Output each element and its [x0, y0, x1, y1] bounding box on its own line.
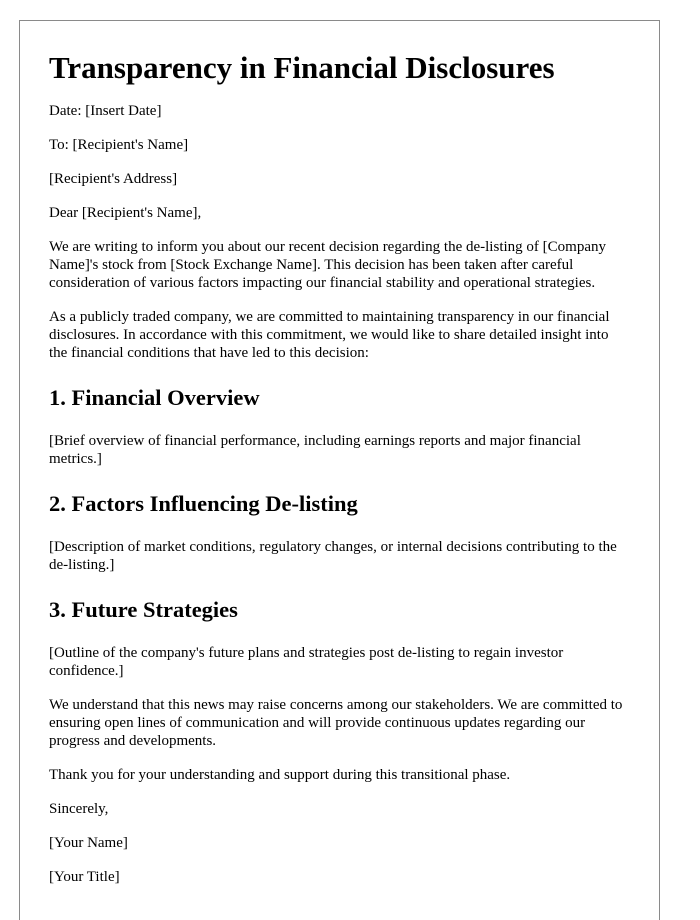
signer-title: [Your Title]	[49, 869, 120, 885]
recipient-name-line: To: [Recipient's Name]	[49, 137, 189, 153]
date-line: Date: [Insert Date]	[49, 103, 162, 119]
closing: Sincerely,	[49, 801, 109, 817]
section-heading-factors: 2. Factors Influencing De-listing	[49, 491, 358, 516]
recipient-address-line: [Recipient's Address]	[49, 171, 178, 187]
section-body-future-strategies: [Outline of the company's future plans and strategies post de-listing to regain investor confidence.]	[49, 645, 564, 679]
thanks-paragraph: Thank you for your understanding and support during this transitional phase.	[49, 767, 511, 783]
salutation: Dear [Recipient's Name],	[49, 205, 202, 221]
section-heading-financial-overview: 1. Financial Overview	[49, 385, 260, 410]
letter-title: Transparency in Financial Disclosures	[49, 50, 555, 85]
section-heading-future-strategies: 3. Future Strategies	[49, 597, 238, 622]
concerns-paragraph: We understand that this news may raise concerns among our stakeholders. We are committed to ensuring open lines of communication and will provide continuous updates regarding our progress and developments.	[49, 697, 623, 749]
letter-page	[19, 20, 660, 920]
section-body-factors: [Description of market conditions, regulatory changes, or internal decisions contributing to the de-listing.]	[49, 539, 617, 573]
intro-paragraph: We are writing to inform you about our recent decision regarding the de-listing of [Company Name]'s stock from [Stock Exchange Name]. This decision has been taken after careful consideration of various factors impacting our financial stability and operational strategies.	[49, 239, 606, 291]
section-body-financial-overview: [Brief overview of financial performance, including earnings reports and major financial metrics.]	[49, 433, 581, 467]
commitment-paragraph: As a publicly traded company, we are committed to maintaining transparency in our financial disclosures. In accordance with this commitment, we would like to share detailed insight into the financial conditions that have led to this decision:	[49, 309, 610, 361]
signer-name: [Your Name]	[49, 835, 128, 851]
